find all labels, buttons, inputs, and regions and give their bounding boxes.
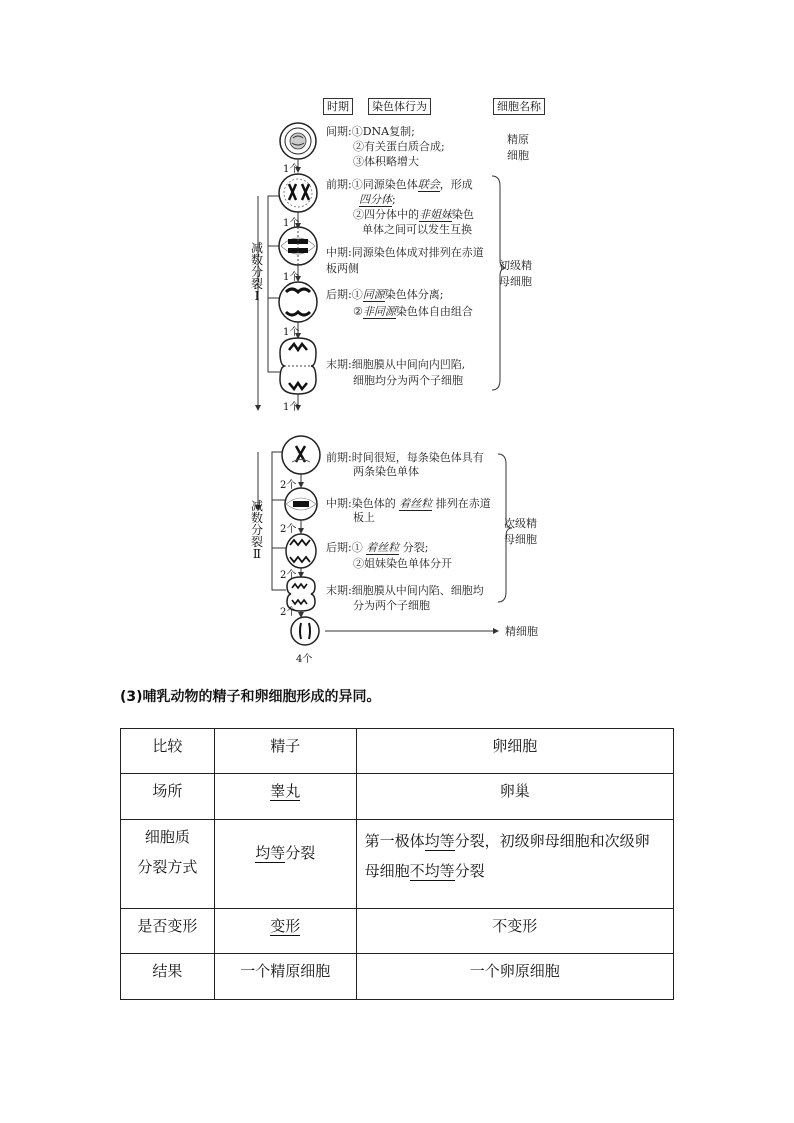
count-label: 2个 [280,607,297,618]
table-cell: 结果 [121,954,215,1000]
cell-name-spermatid: 精细胞 [505,625,538,638]
table-row [121,954,674,1000]
metaphase2-cell [285,488,317,520]
table-cell: 细胞质 分裂方式 [121,820,215,909]
table-cell: 卵巢 [356,774,673,820]
telophase2-line2: 分为两个子细胞 [353,599,430,612]
metaphase2-line2: 板上 [353,511,375,524]
table-row [121,820,674,909]
table-cell: 第一极体均等分裂，初级卵母细胞和次级卵 母细胞不均等分裂 [356,820,673,909]
metaphase2-line1: 中期:染色体的 着丝粒 排列在赤道 [326,497,491,510]
header-cell-name: 细胞名称 [493,98,545,115]
count-label: 1个 [283,272,300,283]
metaphase1-cell [279,227,317,265]
anaphase2-line2: ②姐妹染色单体分开 [353,557,452,570]
prophase1-line4: 单体之间可以发生互换 [362,223,472,236]
count-label: 2个 [280,480,297,491]
table-row [121,774,674,820]
comparison-table [120,728,674,1000]
table-row [121,909,674,954]
section-heading: (3)哺乳动物的精子和卵细胞形成的异同。 [120,689,381,705]
sperm-cell [291,617,319,645]
interphase-cell [280,123,316,159]
prophase1-line3: ②四分体中的非姐妹染色 [353,208,474,221]
metaphase1-line1: 中期:同源染色体成对排列在赤道 [326,246,484,259]
table-cell: 一个精原细胞 [214,954,356,1000]
anaphase1-line1: 后期:①同源染色体分离; [326,288,444,301]
count-label: 1个 [283,164,300,175]
table-cell: 一个卵原细胞 [356,954,673,1000]
prophase1-line1: 前期:①同源染色体联会，形成 [326,178,473,191]
table-cell: 是否变形 [121,909,215,954]
cell-name-secondary-spermatocyte: 次级精 母细胞 [504,517,537,546]
count-label: 2个 [280,524,297,535]
table-row [121,729,674,774]
anaphase1-cell [279,282,317,322]
prophase2-cell [282,436,320,474]
count-label: 1个 [283,327,300,338]
anaphase2-line1: 后期:① 着丝粒 分裂; [326,541,429,554]
table-header-cell: 比较 [121,729,215,774]
telophase1-line2: 细胞均分为两个子细胞 [353,374,463,387]
count-label: 4个 [296,654,313,665]
table-cell: 睾丸 [214,774,356,820]
table-cell: 不变形 [356,909,673,954]
interphase-line1: 间期:①DNA复制; [326,125,415,138]
telophase1-cell [280,338,316,394]
cell-name-primary-spermatocyte: 初级精 母细胞 [499,259,532,288]
header-chromosome-behavior: 染色体行为 [368,98,431,115]
meiosis2-label: 减数分裂Ⅱ [251,499,264,561]
meiosis1-label: 减数分裂Ⅰ [251,241,264,303]
prophase1-line2: 四分体; [359,193,396,206]
metaphase1-line2: 板两侧 [326,262,359,275]
telophase2-line1: 末期:细胞膜从中间内陷、细胞均 [326,584,484,597]
prophase2-line1: 前期:时间很短，每条染色体具有 [326,451,484,464]
count-label: 2个 [280,570,297,581]
table-header-cell: 精子 [214,729,356,774]
table-header-cell: 卵细胞 [356,729,673,774]
table-cell: 均等分裂 [214,820,356,909]
interphase-line2: ②有关蛋白质合成; [353,140,445,153]
table-cell: 变形 [214,909,356,954]
prophase2-line2: 两条染色单体 [353,465,419,478]
header-period: 时期 [323,98,353,115]
cell-name-spermatogonium: 精原 细胞 [507,133,529,162]
interphase-line3: ③体积略增大 [353,155,419,168]
table-cell: 场所 [121,774,215,820]
anaphase1-line2: ②非同源染色体自由组合 [353,305,473,318]
anaphase2-cell [286,534,316,568]
count-label: 1个 [283,218,300,229]
count-label: 1个 [283,402,300,413]
prophase1-cell [279,174,317,212]
telophase1-line1: 末期:细胞膜从中间向内凹陷, [326,358,466,371]
